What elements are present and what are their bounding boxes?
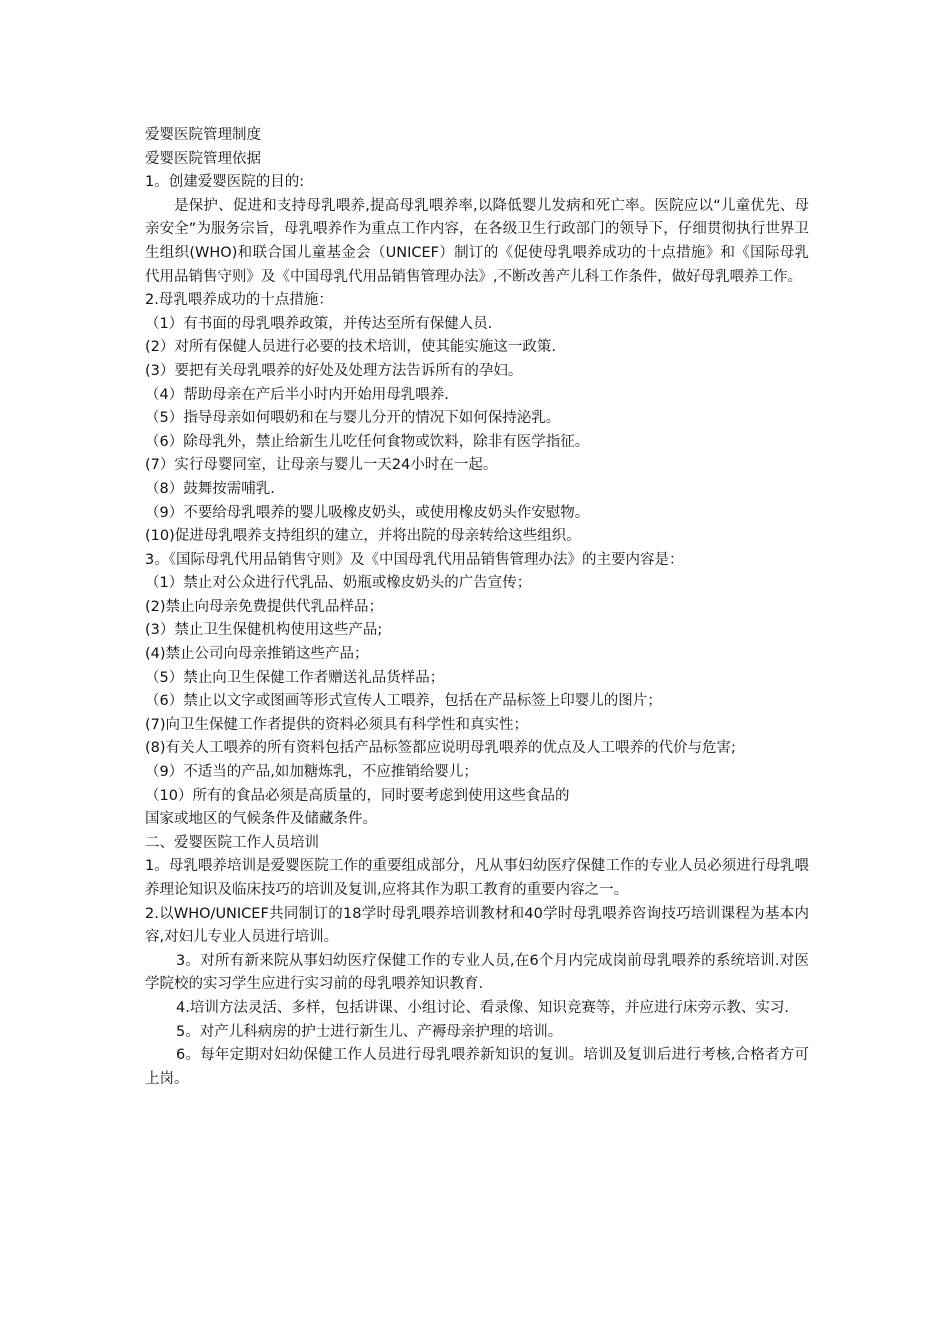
list-item: （5）禁止向卫生保健工作者赠送礼品货样品； (145, 669, 445, 686)
body-paragraph: 6。每年定期对妇幼保健工作人员进行母乳喂养新知识的复训。培训及复训后进行考核,合格者方可上岗。 (145, 1047, 809, 1087)
list-item: (3）要把有关母乳喂养的好处及处理方法告诉所有的孕妇。 (145, 362, 523, 379)
list-item: (10)促进母乳喂养支持组织的建立，并将出院的母亲转给这些组织。 (145, 528, 581, 545)
subheading: 3。《国际母乳代用品销售守则》及《中国母乳代用品销售管理办法》的主要内容是： (145, 551, 684, 568)
subheading: 2.母乳喂养成功的十点措施： (145, 292, 333, 309)
section-heading: 爱婴医院管理依据 (145, 150, 261, 167)
list-item: (7)向卫生保健工作者提供的资料必须具有科学性和真实性； (145, 716, 529, 733)
list-item: (2）对所有保健人员进行必要的技术培训，使其能实施这一政策. (145, 339, 556, 356)
list-item: （8）鼓舞按需哺乳. (145, 480, 275, 497)
list-item: （9）不适当的产品,如加糖炼乳，不应推销给婴儿； (145, 764, 478, 781)
list-item: （6）禁止以文字或图画等形式宣传人工喂养，包括在产品标签上印婴儿的图片； (145, 693, 662, 710)
document-body (145, 124, 809, 1091)
list-item: （1）禁止对公众进行代乳品、奶瓶或橡皮奶头的广告宣传； (145, 575, 532, 592)
list-item: (7）实行母婴同室，让母亲与婴儿一天24小时在一起。 (145, 457, 498, 474)
section-heading: 二、爱婴医院工作人员培训 (145, 834, 319, 851)
document-title: 爱婴医院管理制度 (145, 127, 261, 143)
list-item: （4）帮助母亲在产后半小时内开始用母乳喂养. (145, 386, 449, 403)
body-paragraph: 3。对所有新来院从事妇幼医疗保健工作的专业人员,在6个月内完成岗前母乳喂养的系统培训.对医学院校的实习学生应进行实习前的母乳喂养知识教育. (145, 952, 809, 993)
list-item: (2)禁止向母亲免费提供代乳品样品； (145, 598, 384, 615)
list-item: （1）有书面的母乳喂养政策，并传达至所有保健人员. (145, 315, 493, 332)
body-paragraph: 是保护、促进和支持母乳喂养,提高母乳喂养率,以降低婴儿发病和死亡率。医院应以“儿童优先、母亲安全”为服务宗旨，母乳喂养作为重点工作内容，在各级卫生行政部门的领导下，仔细贯彻执行世界卫生组织(WHO)和联合国儿童基金会（UNICEF）制订的《促使母乳喂养成功的十点措施》和《国际母乳代用品销售守则》及《中国母乳代用品销售管理办法》,不断改善产儿科工作条件，做好母乳喂养工作。 (145, 197, 809, 285)
list-item: （5）指导母亲如何喂奶和在与婴儿分开的情况下如何保持泌乳。 (145, 410, 561, 427)
list-item: （9）不要给母乳喂养的婴儿吸橡皮奶头，或使用橡皮奶头作安慰物。 (145, 504, 590, 521)
list-item: (8)有关人工喂养的所有资料包括产品标签都应说明母乳喂养的优点及人工喂养的代价与危害; (145, 740, 736, 757)
body-paragraph: 2.以WHO/UNICEF共同制订的18学时母乳喂养培训教材和40学时母乳喂养咨询技巧培训课程为基本内容,对妇儿专业人员进行培训。 (145, 905, 809, 946)
body-paragraph: 4.培训方法灵活、多样，包括讲课、小组讨论、看录像、知识竞赛等，并应进行床旁示教、实习. (176, 999, 789, 1016)
list-item: (3）禁止卫生保健机构使用这些产品; (145, 622, 383, 639)
body-paragraph: 1。母乳喂养培训是爱婴医院工作的重要组成部分，凡从事妇幼医疗保健工作的专业人员必须进行母乳喂养理论知识及临床技巧的培训及复训,应将其作为职工教育的重要内容之一。 (145, 858, 809, 898)
list-item: (4)禁止公司向母亲推销这些产品； (145, 646, 369, 663)
list-item: （10）所有的食品必须是高质量的，同时要考虑到使用这些食品的 (145, 787, 570, 804)
list-item: （6）除母乳外，禁止给新生儿吃任何食物或饮料，除非有医学指征。 (145, 433, 590, 450)
body-paragraph: 5。对产儿科病房的护士进行新生儿、产褥母亲护理的培训。 (176, 1023, 563, 1040)
list-item-continuation: 国家或地区的气候条件及储藏条件。 (145, 811, 377, 828)
subheading: 1。创建爱婴医院的目的: (145, 174, 305, 191)
